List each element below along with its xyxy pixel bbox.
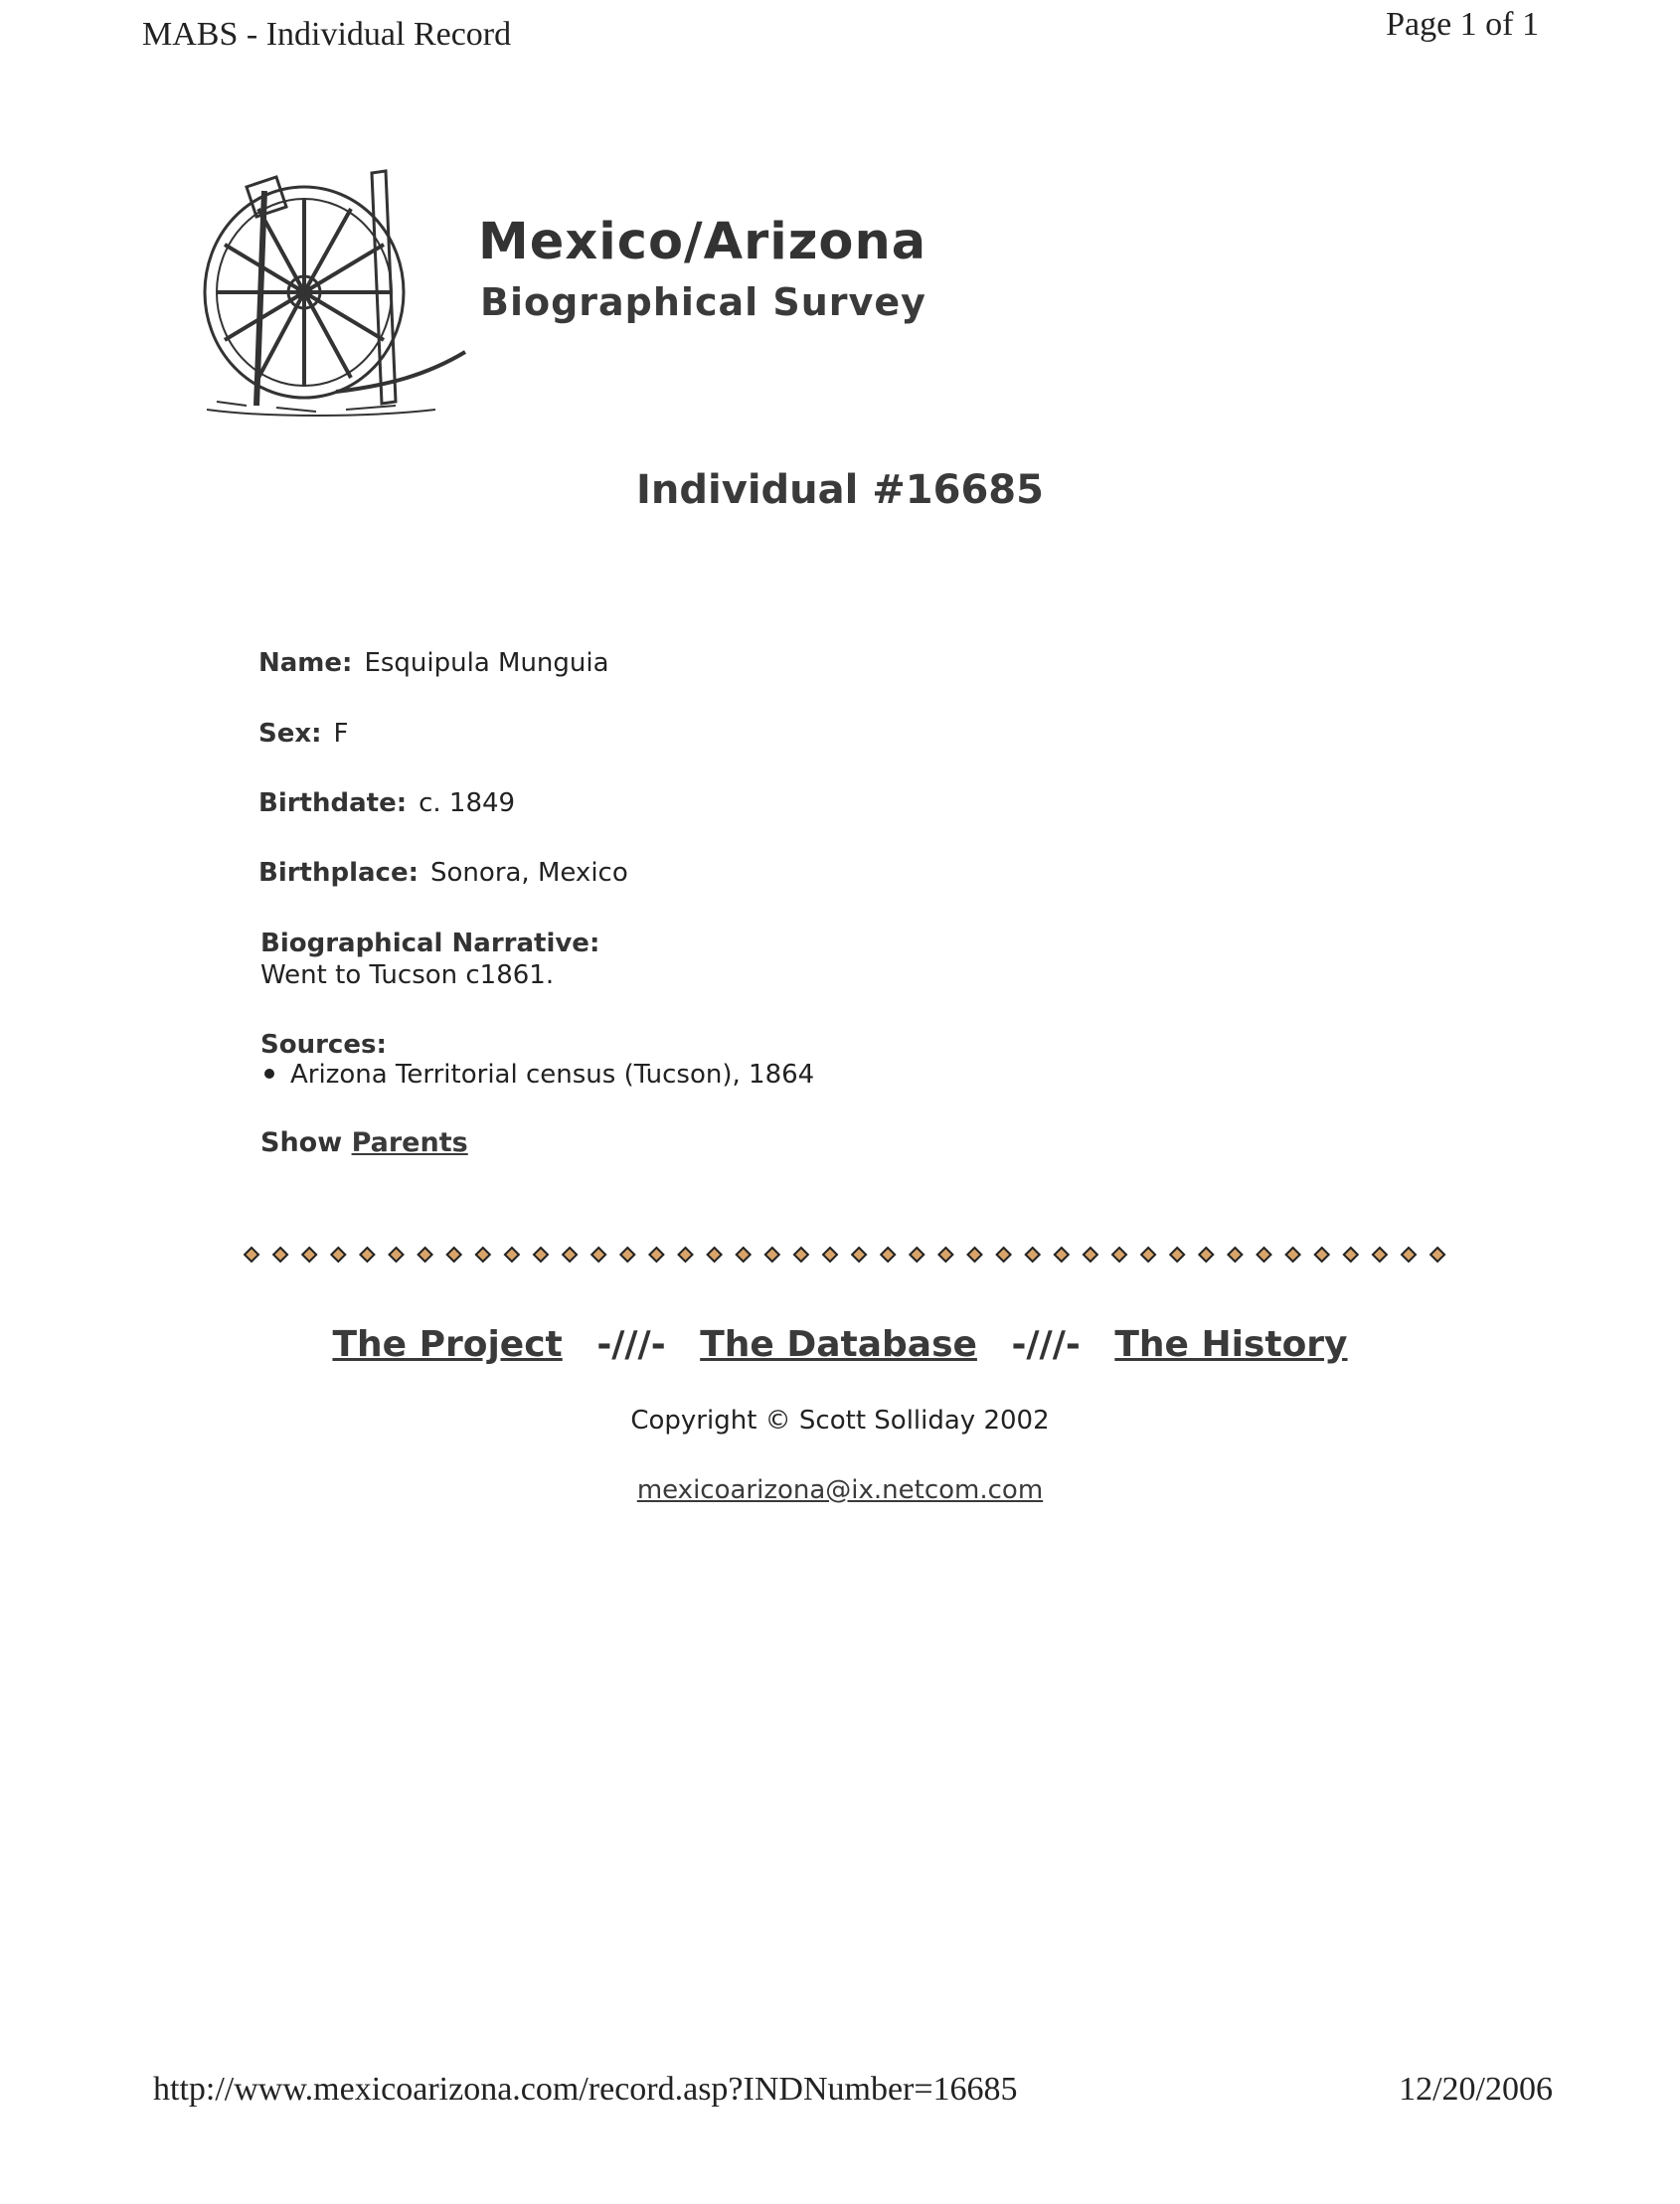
diamond-icon [1315, 1248, 1329, 1262]
diamond-icon [302, 1248, 316, 1262]
sex-label: Sex: [258, 719, 322, 749]
nav-separator: -///- [596, 1324, 666, 1365]
diamond-icon [1026, 1248, 1040, 1262]
logo-subtitle: Biographical Survey [480, 280, 926, 324]
diamond-icon [881, 1248, 895, 1262]
copyright-text: Copyright © Scott Solliday 2002 [630, 1406, 1050, 1436]
diamond-icon [649, 1248, 663, 1262]
diamond-icon [968, 1248, 982, 1262]
narrative-text: Went to Tucson c1861. [260, 960, 555, 990]
sex-field [258, 719, 349, 749]
source-item [260, 1060, 814, 1090]
name-field [258, 648, 609, 678]
diamond-icon [563, 1248, 577, 1262]
record-heading: Individual #16685 [636, 467, 1044, 513]
diamond-icon [938, 1248, 952, 1262]
diamond-icon [534, 1248, 548, 1262]
diamond-icon [852, 1248, 866, 1262]
print-header-page: Page 1 of 1 [1386, 6, 1539, 43]
diamond-icon [245, 1248, 258, 1262]
diamond-icon [331, 1248, 345, 1262]
diamond-icon [765, 1248, 779, 1262]
nav-the-history[interactable]: The History [1114, 1324, 1348, 1365]
print-footer-date: 12/20/2006 [1399, 2071, 1553, 2108]
diamond-icon [620, 1248, 634, 1262]
diamond-icon [737, 1248, 751, 1262]
email-link[interactable]: mexicoarizona@ix.netcom.com [636, 1475, 1044, 1505]
nav-the-database[interactable]: The Database [700, 1324, 977, 1365]
bullet-icon [264, 1069, 274, 1079]
diamond-icon [794, 1248, 808, 1262]
diamond-icon [1228, 1248, 1242, 1262]
diamond-icon [1430, 1248, 1444, 1262]
diamond-icon [273, 1248, 287, 1262]
print-footer-url: http://www.mexicoarizona.com/record.asp?INDNumber=16685 [153, 2071, 1018, 2108]
diamond-icon [708, 1248, 722, 1262]
diamond-icon [1055, 1248, 1069, 1262]
diamond-icon [1141, 1248, 1155, 1262]
diamond-icon [360, 1248, 374, 1262]
sources-label: Sources: [260, 1030, 387, 1060]
diamond-icon [910, 1248, 924, 1262]
diamond-icon [823, 1248, 837, 1262]
diamond-icon [591, 1248, 605, 1262]
diamond-icon [1344, 1248, 1358, 1262]
nav-the-project[interactable]: The Project [332, 1324, 563, 1365]
sex-value: F [333, 719, 349, 749]
diamond-icon [476, 1248, 490, 1262]
wagon-wheel-icon [187, 167, 475, 422]
diamond-icon [419, 1248, 432, 1262]
diamond-icon [1286, 1248, 1300, 1262]
show-parents [260, 1127, 468, 1158]
diamond-icon [1373, 1248, 1387, 1262]
print-header-title: MABS - Individual Record [142, 16, 512, 53]
source-item-text: Arizona Territorial census (Tucson), 1864 [290, 1060, 815, 1090]
diamond-icon [1199, 1248, 1213, 1262]
diamond-icon [390, 1248, 404, 1262]
diamond-icon [1258, 1248, 1271, 1262]
birthdate-value: c. 1849 [419, 788, 516, 818]
birthplace-field [258, 858, 628, 888]
show-label: Show [260, 1127, 343, 1158]
diamond-icon [679, 1248, 693, 1262]
diamond-icon [505, 1248, 519, 1262]
birthplace-value: Sonora, Mexico [430, 858, 628, 888]
birthdate-label: Birthdate: [258, 788, 408, 818]
parents-link[interactable]: Parents [351, 1127, 468, 1158]
diamond-divider [244, 1244, 1461, 1266]
logo-title: Mexico/Arizona [478, 213, 927, 271]
diamond-icon [1170, 1248, 1184, 1262]
footer-nav [0, 1324, 1680, 1365]
birthdate-field [258, 788, 515, 818]
diamond-icon [1402, 1248, 1416, 1262]
birthplace-label: Birthplace: [258, 858, 420, 888]
name-label: Name: [258, 648, 353, 678]
narrative-label: Biographical Narrative: [260, 929, 600, 958]
diamond-icon [1084, 1248, 1097, 1262]
name-value: Esquipula Munguia [364, 648, 609, 678]
diamond-icon [997, 1248, 1011, 1262]
diamond-icon [447, 1248, 461, 1262]
nav-separator: -///- [1011, 1324, 1081, 1365]
diamond-icon [1112, 1248, 1126, 1262]
